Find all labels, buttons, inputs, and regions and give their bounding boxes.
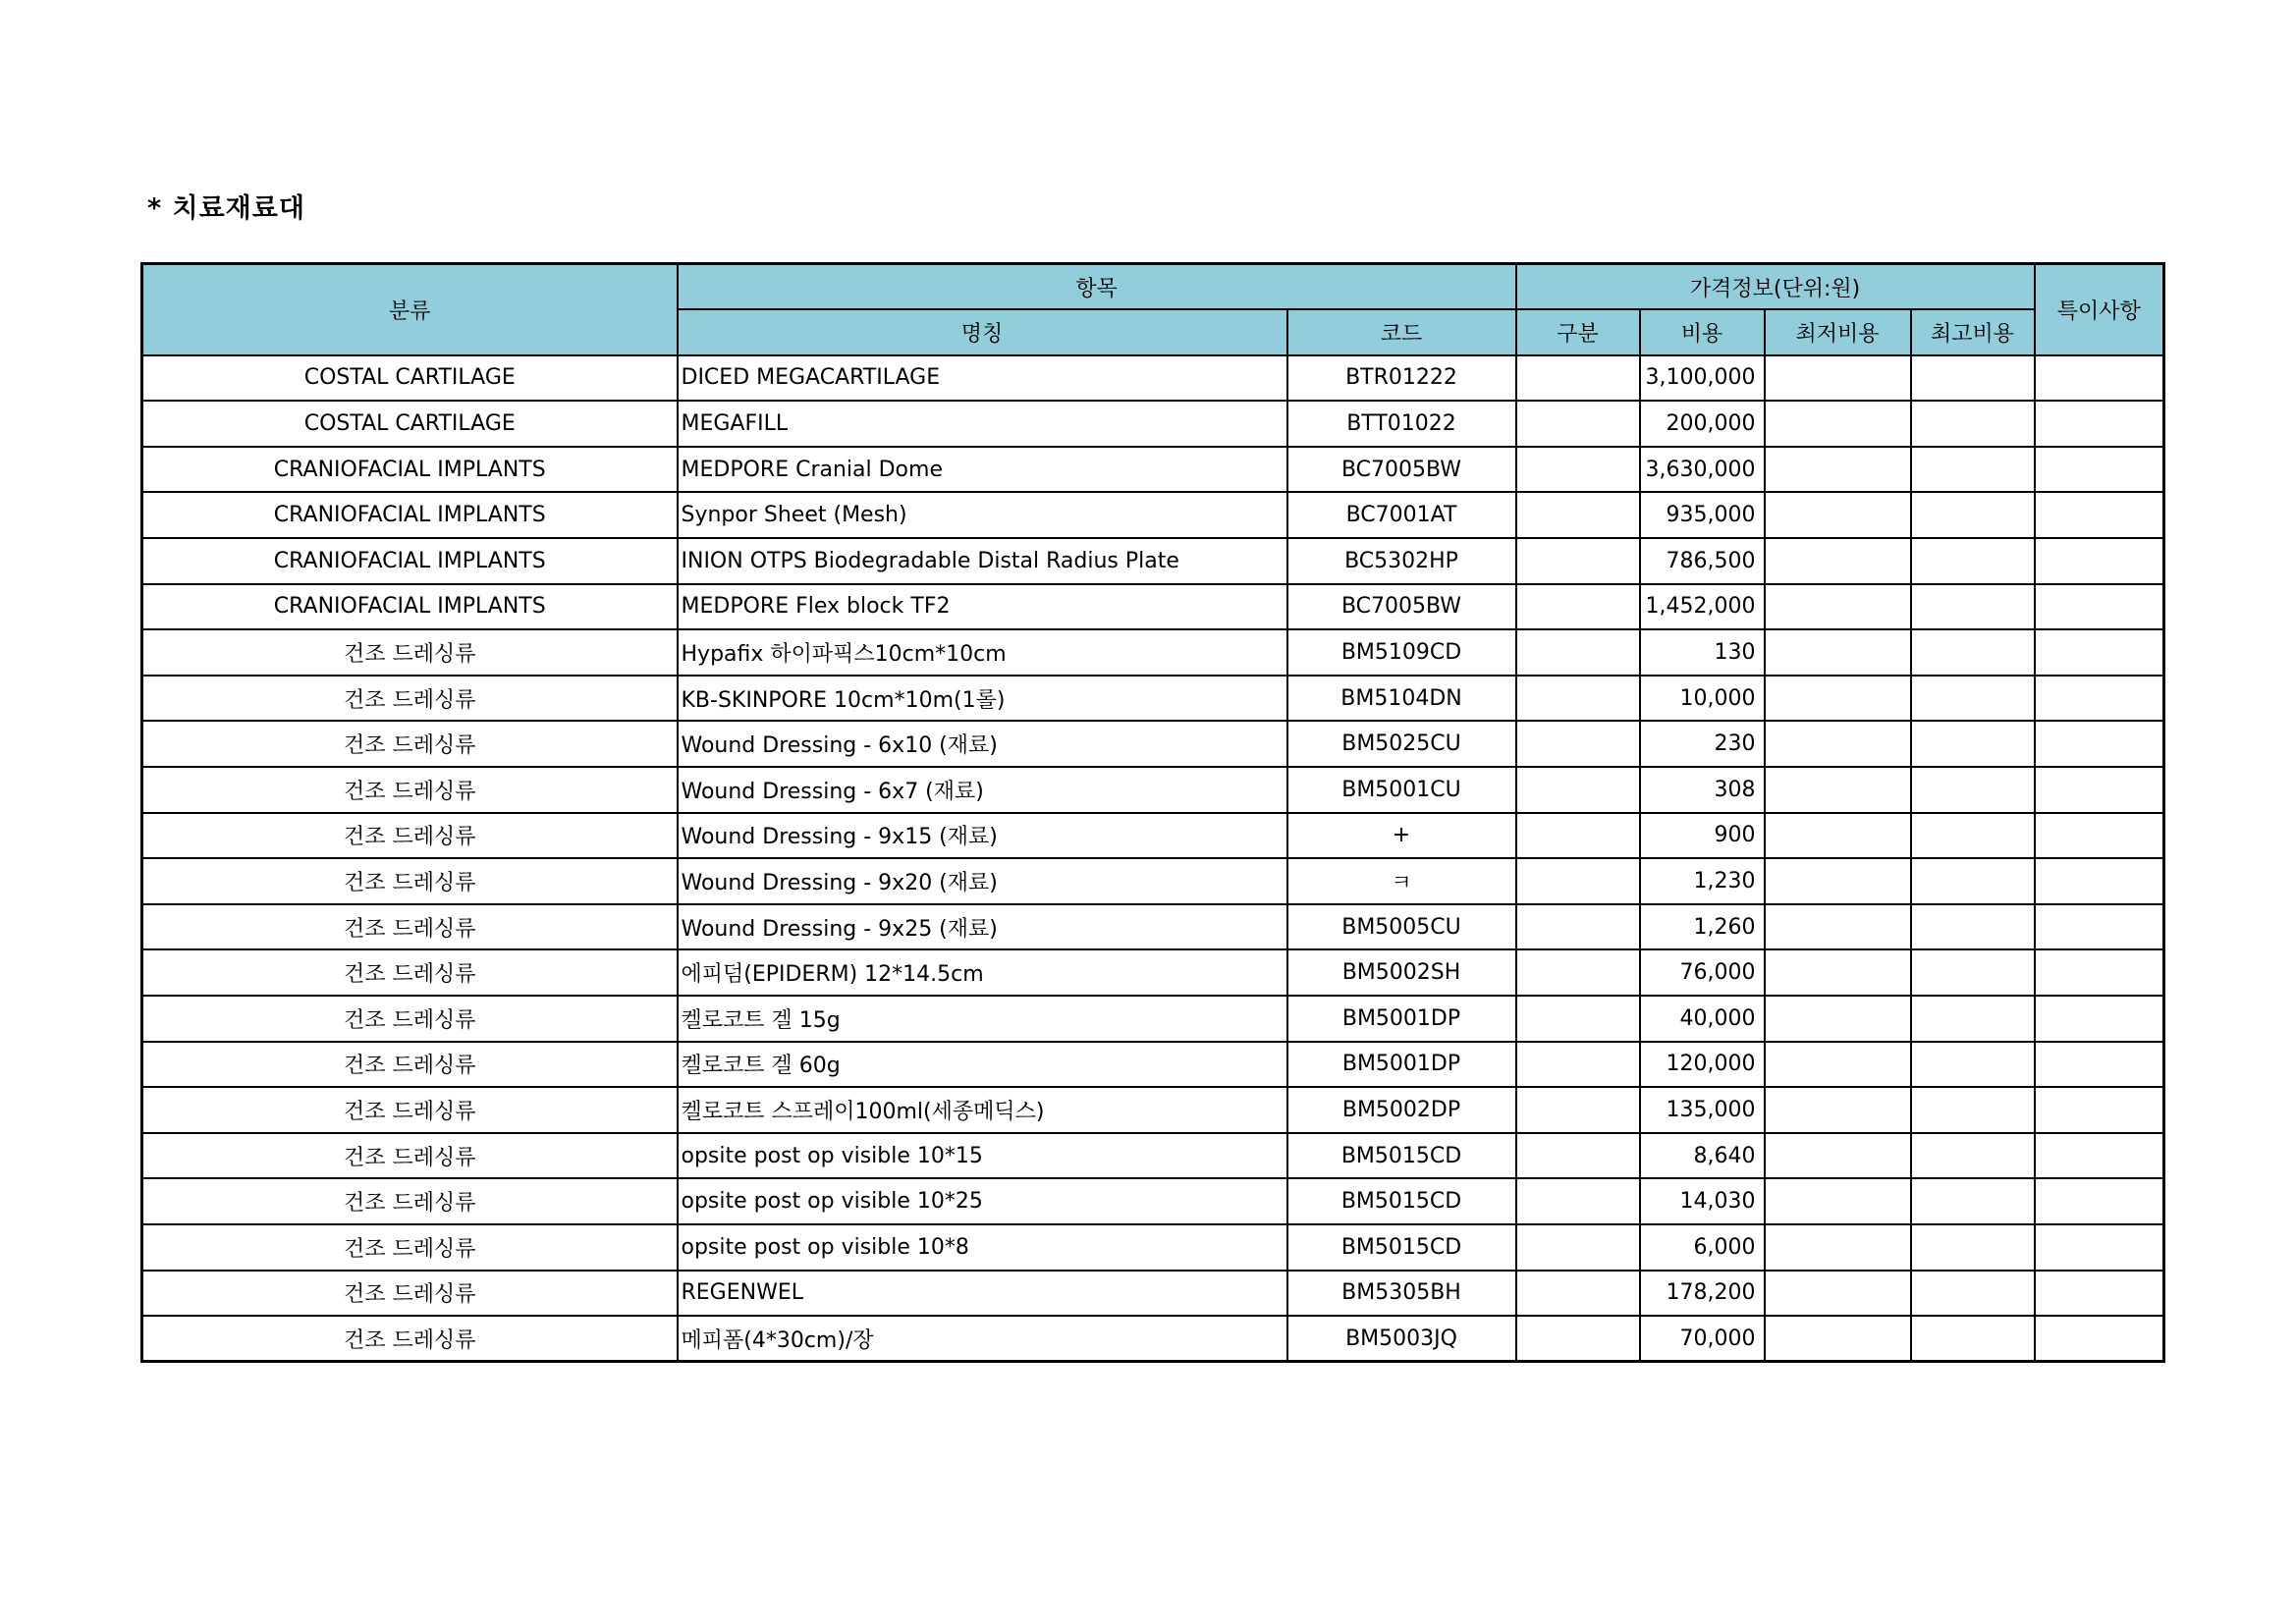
cell-type: [1516, 949, 1640, 996]
cell-type: [1516, 676, 1640, 722]
cell-category: 건조 드레싱류: [142, 767, 678, 813]
cell-category: 건조 드레싱류: [142, 813, 678, 859]
cell-code: BM5015CD: [1287, 1178, 1516, 1224]
header-max-cost: 최고비용: [1911, 309, 2035, 355]
cell-min-cost: [1765, 1042, 1911, 1088]
table-row: [142, 721, 2164, 767]
table-header: [142, 264, 2164, 355]
cell-category: CRANIOFACIAL IMPLANTS: [142, 538, 678, 584]
cell-type: [1516, 401, 1640, 447]
cell-cost: 3,630,000: [1640, 447, 1765, 493]
cell-max-cost: [1911, 1224, 2035, 1271]
cell-max-cost: [1911, 492, 2035, 538]
table-row: [142, 1042, 2164, 1088]
cell-name: INION OTPS Biodegradable Distal Radius Plate: [678, 538, 1287, 584]
cell-category: CRANIOFACIAL IMPLANTS: [142, 447, 678, 493]
cell-min-cost: [1765, 1133, 1911, 1179]
cell-category: 건조 드레싱류: [142, 629, 678, 676]
cell-type: [1516, 447, 1640, 493]
cell-category: 건조 드레싱류: [142, 1316, 678, 1362]
cell-name: 켈로코트 겔 60g: [678, 1042, 1287, 1088]
cell-code: BTT01022: [1287, 401, 1516, 447]
cell-cost: 14,030: [1640, 1178, 1765, 1224]
table-row: [142, 355, 2164, 402]
cell-code: BM5015CD: [1287, 1224, 1516, 1271]
table-row: [142, 858, 2164, 904]
cell-type: [1516, 858, 1640, 904]
cell-max-cost: [1911, 996, 2035, 1042]
cell-code: BM5305BH: [1287, 1271, 1516, 1317]
cell-type: [1516, 1042, 1640, 1088]
cell-cost: 1,452,000: [1640, 584, 1765, 630]
table-row: [142, 949, 2164, 996]
cell-category: CRANIOFACIAL IMPLANTS: [142, 584, 678, 630]
cell-cost: 6,000: [1640, 1224, 1765, 1271]
cell-name: Wound Dressing - 6x7 (재료): [678, 767, 1287, 813]
cell-max-cost: [1911, 858, 2035, 904]
cell-cost: 1,230: [1640, 858, 1765, 904]
cell-notes: [2035, 447, 2164, 493]
cell-notes: [2035, 629, 2164, 676]
cell-category: 건조 드레싱류: [142, 904, 678, 950]
cell-category: 건조 드레싱류: [142, 1087, 678, 1133]
cell-max-cost: [1911, 721, 2035, 767]
cell-min-cost: [1765, 629, 1911, 676]
cell-notes: [2035, 355, 2164, 402]
cell-code: BM5104DN: [1287, 676, 1516, 722]
cell-name: opsite post op visible 10*15: [678, 1133, 1287, 1179]
cell-name: Wound Dressing - 6x10 (재료): [678, 721, 1287, 767]
cell-min-cost: [1765, 949, 1911, 996]
cell-cost: 8,640: [1640, 1133, 1765, 1179]
cell-min-cost: [1765, 355, 1911, 402]
header-code: 코드: [1287, 309, 1516, 355]
cell-name: Hypafix 하이파픽스10cm*10cm: [678, 629, 1287, 676]
cell-category: COSTAL CARTILAGE: [142, 401, 678, 447]
cell-name: KB-SKINPORE 10cm*10m(1롤): [678, 676, 1287, 722]
cell-notes: [2035, 401, 2164, 447]
cell-code: BC7001AT: [1287, 492, 1516, 538]
cell-max-cost: [1911, 676, 2035, 722]
cell-code: BTR01222: [1287, 355, 1516, 402]
cell-min-cost: [1765, 401, 1911, 447]
cell-cost: 1,260: [1640, 904, 1765, 950]
cell-cost: 70,000: [1640, 1316, 1765, 1362]
cell-max-cost: [1911, 1271, 2035, 1317]
cell-category: 건조 드레싱류: [142, 1133, 678, 1179]
cell-type: [1516, 813, 1640, 859]
cell-notes: [2035, 767, 2164, 813]
cell-category: 건조 드레싱류: [142, 1178, 678, 1224]
cell-notes: [2035, 949, 2164, 996]
cell-min-cost: [1765, 538, 1911, 584]
cell-notes: [2035, 1271, 2164, 1317]
table-row: [142, 629, 2164, 676]
cell-cost: 230: [1640, 721, 1765, 767]
cell-min-cost: [1765, 813, 1911, 859]
header-category: 분류: [142, 264, 678, 355]
cell-max-cost: [1911, 1316, 2035, 1362]
cell-min-cost: [1765, 676, 1911, 722]
cell-name: opsite post op visible 10*8: [678, 1224, 1287, 1271]
cell-notes: [2035, 538, 2164, 584]
table-row: [142, 584, 2164, 630]
table-row: [142, 538, 2164, 584]
cell-type: [1516, 721, 1640, 767]
table-row: [142, 813, 2164, 859]
cell-cost: 786,500: [1640, 538, 1765, 584]
cell-type: [1516, 1178, 1640, 1224]
table-row: [142, 447, 2164, 493]
cell-notes: [2035, 996, 2164, 1042]
cell-code: BM5005CU: [1287, 904, 1516, 950]
cell-code: BC5302HP: [1287, 538, 1516, 584]
cell-min-cost: [1765, 1224, 1911, 1271]
cell-name: 켈로코트 스프레이100ml(세종메딕스): [678, 1087, 1287, 1133]
cell-type: [1516, 584, 1640, 630]
cell-code: BM5001DP: [1287, 1042, 1516, 1088]
cell-cost: 3,100,000: [1640, 355, 1765, 402]
page-title: * 치료재료대: [147, 193, 305, 224]
cell-cost: 935,000: [1640, 492, 1765, 538]
cell-min-cost: [1765, 858, 1911, 904]
cell-type: [1516, 767, 1640, 813]
cell-notes: [2035, 1178, 2164, 1224]
cell-min-cost: [1765, 1087, 1911, 1133]
cell-max-cost: [1911, 904, 2035, 950]
cell-max-cost: [1911, 447, 2035, 493]
cell-name: Wound Dressing - 9x20 (재료): [678, 858, 1287, 904]
header-price-info: 가격정보(단위:원): [1516, 264, 2035, 310]
cell-category: COSTAL CARTILAGE: [142, 355, 678, 402]
cell-code: BC7005BW: [1287, 447, 1516, 493]
cell-max-cost: [1911, 1042, 2035, 1088]
cell-notes: [2035, 1224, 2164, 1271]
cell-category: 건조 드레싱류: [142, 949, 678, 996]
cell-code: BM5002SH: [1287, 949, 1516, 996]
cell-name: opsite post op visible 10*25: [678, 1178, 1287, 1224]
cell-name: 켈로코트 겔 15g: [678, 996, 1287, 1042]
cell-max-cost: [1911, 538, 2035, 584]
cell-notes: [2035, 1133, 2164, 1179]
cell-min-cost: [1765, 1271, 1911, 1317]
cell-code: ㅋ: [1287, 858, 1516, 904]
cell-max-cost: [1911, 1133, 2035, 1179]
cell-notes: [2035, 1087, 2164, 1133]
cell-category: 건조 드레싱류: [142, 858, 678, 904]
cell-notes: [2035, 584, 2164, 630]
cell-type: [1516, 1271, 1640, 1317]
table-row: [142, 904, 2164, 950]
cell-name: Wound Dressing - 9x25 (재료): [678, 904, 1287, 950]
cell-max-cost: [1911, 401, 2035, 447]
cell-category: 건조 드레싱류: [142, 1271, 678, 1317]
cell-min-cost: [1765, 767, 1911, 813]
cell-notes: [2035, 858, 2164, 904]
cell-min-cost: [1765, 492, 1911, 538]
cell-max-cost: [1911, 629, 2035, 676]
table-row: [142, 1133, 2164, 1179]
cell-max-cost: [1911, 767, 2035, 813]
cell-min-cost: [1765, 447, 1911, 493]
header-cost: 비용: [1640, 309, 1765, 355]
cell-notes: [2035, 676, 2164, 722]
cell-name: MEDPORE Cranial Dome: [678, 447, 1287, 493]
cell-type: [1516, 1133, 1640, 1179]
table-row: [142, 767, 2164, 813]
header-type: 구분: [1516, 309, 1640, 355]
cell-name: REGENWEL: [678, 1271, 1287, 1317]
cell-notes: [2035, 1316, 2164, 1362]
cell-name: 에피덤(EPIDERM) 12*14.5cm: [678, 949, 1287, 996]
table-row: [142, 1271, 2164, 1317]
cell-name: Wound Dressing - 9x15 (재료): [678, 813, 1287, 859]
table-row: [142, 676, 2164, 722]
cell-cost: 130: [1640, 629, 1765, 676]
table-row: [142, 1316, 2164, 1362]
table-row: [142, 996, 2164, 1042]
cell-min-cost: [1765, 1178, 1911, 1224]
table-row: [142, 1178, 2164, 1224]
cell-cost: 308: [1640, 767, 1765, 813]
price-table: [140, 262, 2165, 1363]
table-body: [142, 355, 2164, 1362]
cell-category: 건조 드레싱류: [142, 676, 678, 722]
cell-notes: [2035, 813, 2164, 859]
cell-code: BM5015CD: [1287, 1133, 1516, 1179]
cell-type: [1516, 1087, 1640, 1133]
cell-min-cost: [1765, 584, 1911, 630]
cell-name: DICED MEGACARTILAGE: [678, 355, 1287, 402]
cell-max-cost: [1911, 355, 2035, 402]
cell-max-cost: [1911, 1087, 2035, 1133]
cell-notes: [2035, 721, 2164, 767]
cell-type: [1516, 1224, 1640, 1271]
cell-cost: 135,000: [1640, 1087, 1765, 1133]
cell-type: [1516, 1316, 1640, 1362]
cell-cost: 200,000: [1640, 401, 1765, 447]
cell-name: MEGAFILL: [678, 401, 1287, 447]
cell-min-cost: [1765, 1316, 1911, 1362]
cell-notes: [2035, 1042, 2164, 1088]
cell-cost: 40,000: [1640, 996, 1765, 1042]
cell-code: BM5001DP: [1287, 996, 1516, 1042]
cell-category: 건조 드레싱류: [142, 721, 678, 767]
cell-category: 건조 드레싱류: [142, 1224, 678, 1271]
cell-min-cost: [1765, 904, 1911, 950]
table-row: [142, 1087, 2164, 1133]
cell-name: 메피폼(4*30cm)/장: [678, 1316, 1287, 1362]
cell-min-cost: [1765, 996, 1911, 1042]
header-min-cost: 최저비용: [1765, 309, 1911, 355]
cell-max-cost: [1911, 1178, 2035, 1224]
header-name: 명칭: [678, 309, 1287, 355]
cell-cost: 900: [1640, 813, 1765, 859]
cell-notes: [2035, 492, 2164, 538]
cell-code: BC7005BW: [1287, 584, 1516, 630]
header-item: 항목: [678, 264, 1516, 310]
cell-cost: 120,000: [1640, 1042, 1765, 1088]
cell-max-cost: [1911, 949, 2035, 996]
cell-type: [1516, 904, 1640, 950]
cell-max-cost: [1911, 584, 2035, 630]
cell-code: BM5002DP: [1287, 1087, 1516, 1133]
cell-type: [1516, 629, 1640, 676]
table-row: [142, 401, 2164, 447]
table-row: [142, 1224, 2164, 1271]
cell-code: BM5025CU: [1287, 721, 1516, 767]
cell-code: BM5001CU: [1287, 767, 1516, 813]
cell-type: [1516, 355, 1640, 402]
cell-code: +: [1287, 813, 1516, 859]
cell-type: [1516, 492, 1640, 538]
cell-min-cost: [1765, 721, 1911, 767]
cell-category: 건조 드레싱류: [142, 996, 678, 1042]
cell-category: 건조 드레싱류: [142, 1042, 678, 1088]
cell-cost: 76,000: [1640, 949, 1765, 996]
cell-name: MEDPORE Flex block TF2: [678, 584, 1287, 630]
cell-max-cost: [1911, 813, 2035, 859]
header-notes: 특이사항: [2035, 264, 2164, 355]
cell-cost: 178,200: [1640, 1271, 1765, 1317]
cell-code: BM5109CD: [1287, 629, 1516, 676]
cell-cost: 10,000: [1640, 676, 1765, 722]
cell-type: [1516, 996, 1640, 1042]
cell-name: Synpor Sheet (Mesh): [678, 492, 1287, 538]
cell-type: [1516, 538, 1640, 584]
cell-notes: [2035, 904, 2164, 950]
table-row: [142, 492, 2164, 538]
cell-category: CRANIOFACIAL IMPLANTS: [142, 492, 678, 538]
cell-code: BM5003JQ: [1287, 1316, 1516, 1362]
